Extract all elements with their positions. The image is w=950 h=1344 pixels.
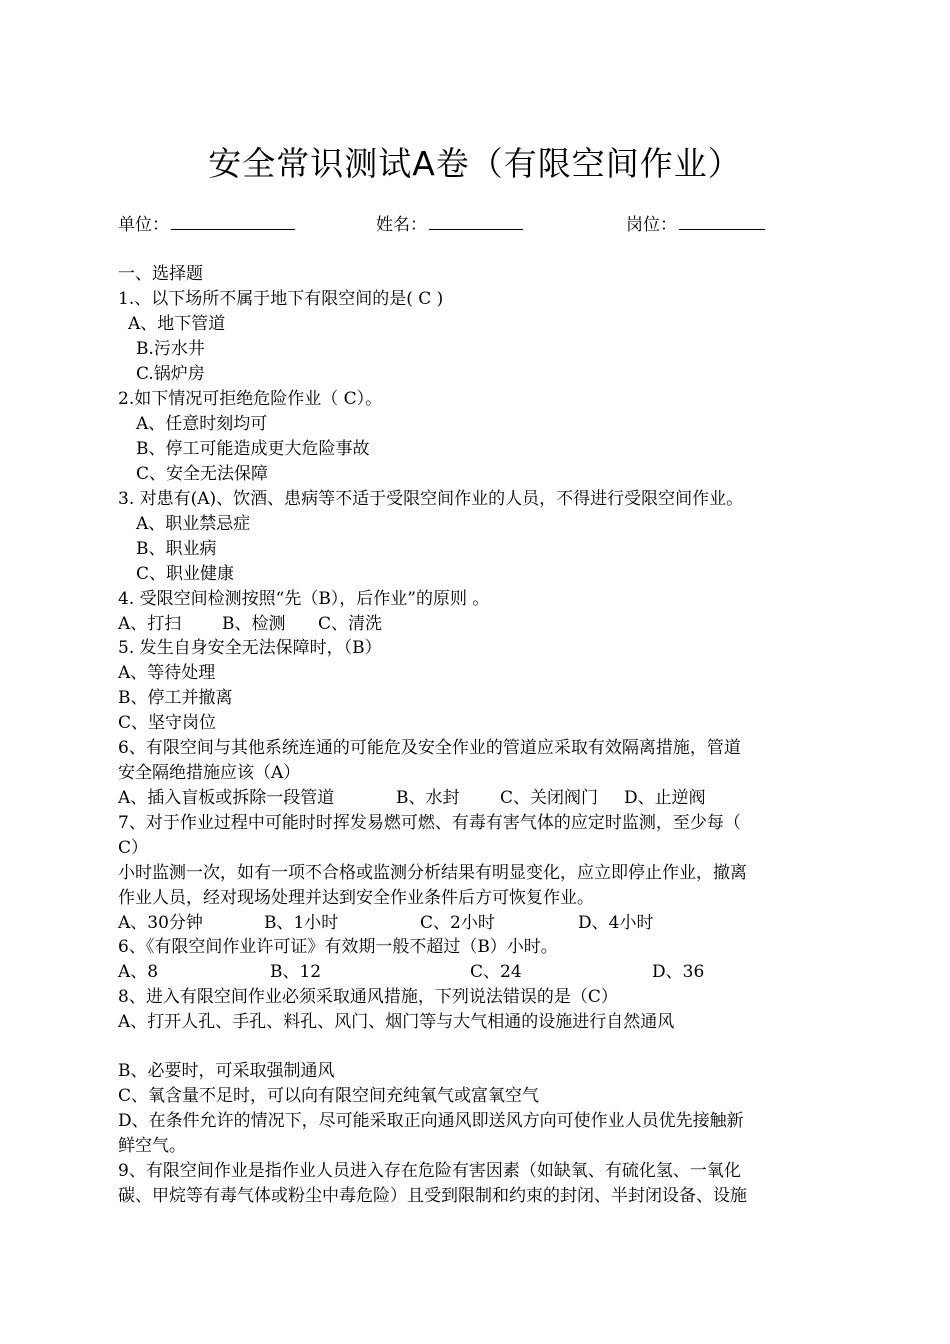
question-6-option-b: B、水封 <box>396 788 460 808</box>
question-7-option-b: B、1小时 <box>264 913 339 933</box>
name-label: 姓名： <box>376 215 427 235</box>
post-field <box>626 212 765 238</box>
page-title: 安全常识测试A卷（有限空间作业） <box>208 144 742 183</box>
question-7-option-c: C、2小时 <box>420 913 495 933</box>
question-1-option-a: A、地下管道 <box>128 314 226 334</box>
question-2-option-a: A、任意时刻均可 <box>136 414 268 434</box>
question-1-stem: 1.、以下场所不属于地下有限空间的是( C ) <box>118 289 444 309</box>
question-3-option-c: C、职业健康 <box>136 564 235 584</box>
unit-label: 单位： <box>118 215 169 235</box>
question-6-option-d: D、止逆阀 <box>624 788 706 808</box>
question-4-option-a: A、打扫 <box>118 614 182 634</box>
name-blank[interactable] <box>429 212 523 230</box>
question-2-option-c: C、安全无法保障 <box>136 464 269 484</box>
question-4-stem: 4. 受限空间检测按照“先（B），后作业”的原则 。 <box>118 589 490 609</box>
question-1-option-b: B.污水井 <box>136 339 205 359</box>
question-2-option-b: B、停工可能造成更大危险事故 <box>136 439 370 459</box>
name-field <box>376 212 523 238</box>
question-7-option-d: D、4小时 <box>578 913 654 933</box>
question-6b-stem: 6、《有限空间作业许可证》有效期一般不超过（B）小时。 <box>118 937 558 957</box>
question-6b-option-d: D、36 <box>652 962 705 982</box>
question-7-option-a: A、30分钟 <box>118 913 203 933</box>
question-2-stem: 2.如下情况可拒绝危险作业（ C）。 <box>118 389 383 409</box>
question-1-option-c: C.锅炉房 <box>136 364 205 384</box>
question-6b-option-a: A、8 <box>118 962 159 982</box>
question-7-stem-line-3: 小时监测一次，如有一项不合格或监测分析结果有明显变化，应立即停止作业，撤离 <box>118 863 747 883</box>
question-4-option-c: C、清洗 <box>318 614 383 634</box>
question-5-option-a: A、等待处理 <box>118 663 216 683</box>
question-5-option-b: B、停工并撤离 <box>118 688 233 708</box>
question-8-option-a: A、打开人孔、手孔、料孔、风门、烟门等与大气相通的设施进行自然通风 <box>118 1012 675 1032</box>
question-3-stem: 3. 对患有(A)、饮酒、患病等不适于受限空间作业的人员，不得进行受限空间作业。 <box>118 489 744 509</box>
question-8-option-d-line-2: 鲜空气。 <box>118 1136 186 1156</box>
question-3-option-b: B、职业病 <box>136 539 217 559</box>
unit-field <box>118 212 295 238</box>
question-8-option-b: B、必要时，可采取强制通风 <box>118 1061 335 1081</box>
question-8-stem: 8、进入有限空间作业必须采取通风措施，下列说法错误的是（C） <box>118 987 618 1007</box>
question-7-stem-line-4: 作业人员，经对现场处理并达到安全作业条件后方可恢复作业。 <box>118 888 594 908</box>
question-9-line-2: 碳、甲烷等有毒气体或粉尘中毒危险）且受到限制和约束的封闭、半封闭设备、设施 <box>118 1186 747 1206</box>
question-9-line-1: 9、有限空间作业是指作业人员进入存在危险有害因素（如缺氧、有硫化氢、一氧化 <box>118 1161 741 1181</box>
question-6b-option-b: B、12 <box>270 962 322 982</box>
post-blank[interactable] <box>679 212 765 230</box>
question-4-option-b: B、检测 <box>222 614 286 634</box>
question-8-option-c: C、氧含量不足时，可以向有限空间充纯氧气或富氧空气 <box>118 1086 540 1106</box>
question-5-stem: 5. 发生自身安全无法保障时，（B） <box>118 638 382 658</box>
question-7-stem-line-1: 7、对于作业过程中可能时时挥发易燃可燃、有毒有害气体的应定时监测，至少每（ <box>118 813 741 833</box>
question-3-option-a: A、职业禁忌症 <box>136 514 251 534</box>
section-heading: 一、选择题 <box>118 264 203 284</box>
question-6-option-a: A、插入盲板或拆除一段管道 <box>118 788 335 808</box>
question-7-stem-line-2: C） <box>118 838 149 858</box>
unit-blank[interactable] <box>171 212 295 230</box>
question-8-option-d-line-1: D、在条件允许的情况下，尽可能采取正向通风即送风方向可使作业人员优先接触新 <box>118 1111 744 1131</box>
question-6b-option-c: C、24 <box>470 962 522 982</box>
question-6-option-c: C、关闭阀门 <box>500 788 599 808</box>
question-5-option-c: C、坚守岗位 <box>118 713 217 733</box>
post-label: 岗位： <box>626 215 677 235</box>
question-6-stem-line-1: 6、有限空间与其他系统连通的可能危及安全作业的管道应采取有效隔离措施，管道 <box>118 738 741 758</box>
question-6-stem-line-2: 安全隔绝措施应该（A） <box>118 763 301 783</box>
